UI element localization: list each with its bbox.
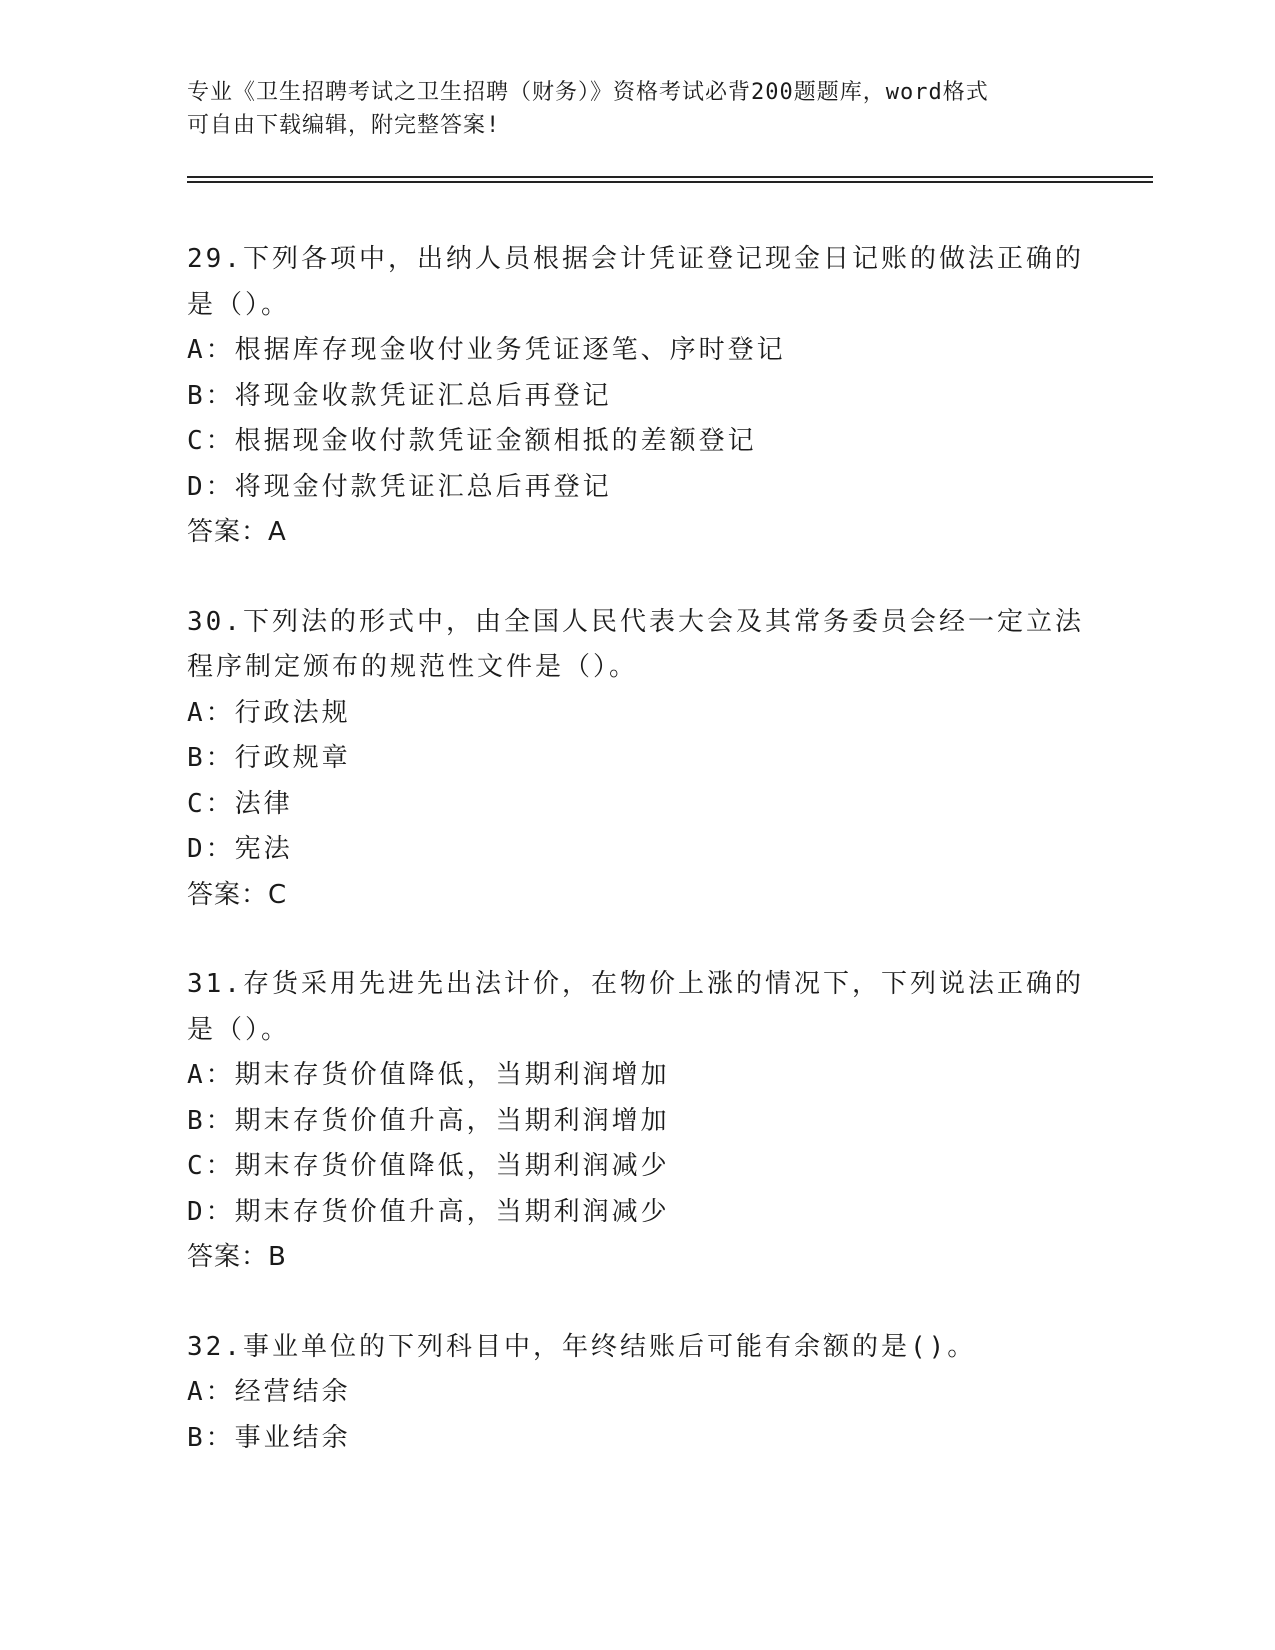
- option-b: B：事业结余: [187, 1422, 351, 1453]
- document-header: [187, 76, 1087, 142]
- option-c: C：法律: [187, 788, 293, 819]
- header-divider-bottom: [187, 181, 1153, 183]
- option-c: C：根据现金收付款凭证金额相抵的差额登记: [187, 426, 757, 456]
- question-stem: 30.下列法的形式中，由全国人民代表大会及其常务委员会经一定立法: [187, 606, 1084, 637]
- option-a: A：根据库存现金收付业务凭证逐笔、序时登记: [187, 335, 786, 365]
- option-b: B：行政规章: [187, 743, 351, 773]
- question-stem-continued: 是（）。: [187, 1014, 291, 1045]
- option-b: B：将现金收款凭证汇总后再登记: [187, 380, 612, 411]
- question-31: [187, 962, 1087, 1281]
- answer: 答案：B: [187, 1242, 287, 1272]
- question-stem-continued: 是（）。: [187, 289, 291, 320]
- header-title-line-1: 专业《卫生招聘考试之卫生招聘（财务）》资格考试必背200题题库，word格式: [187, 80, 989, 105]
- option-a: A：期末存货价值降低，当期利润增加: [187, 1060, 670, 1090]
- header-title-line-2: 可自由下载编辑，附完整答案!: [187, 113, 501, 138]
- question-stem-continued: 程序制定颁布的规范性文件是（）。: [187, 652, 639, 682]
- question-list: [187, 237, 1087, 1505]
- option-d: D：宪法: [187, 834, 293, 864]
- question-29: [187, 237, 1087, 556]
- option-a: A：行政法规: [187, 697, 351, 728]
- header-divider-top: [187, 176, 1153, 178]
- option-a: A：经营结余: [187, 1377, 351, 1407]
- question-32: [187, 1325, 1087, 1462]
- question-30: [187, 600, 1087, 919]
- question-stem: 29.下列各项中，出纳人员根据会计凭证登记现金日记账的做法正确的: [187, 244, 1084, 274]
- question-stem: 31.存货采用先进先出法计价，在物价上涨的情况下，下列说法正确的: [187, 969, 1084, 999]
- option-b: B：期末存货价值升高，当期利润增加: [187, 1105, 670, 1136]
- option-d: D：将现金付款凭证汇总后再登记: [187, 471, 612, 502]
- option-d: D：期末存货价值升高，当期利润减少: [187, 1196, 670, 1227]
- answer: 答案：A: [187, 517, 287, 547]
- option-c: C：期末存货价值降低，当期利润减少: [187, 1151, 670, 1181]
- answer: 答案：C: [187, 879, 288, 910]
- question-stem: 32.事业单位的下列科目中，年终结账后可能有余额的是()。: [187, 1331, 977, 1362]
